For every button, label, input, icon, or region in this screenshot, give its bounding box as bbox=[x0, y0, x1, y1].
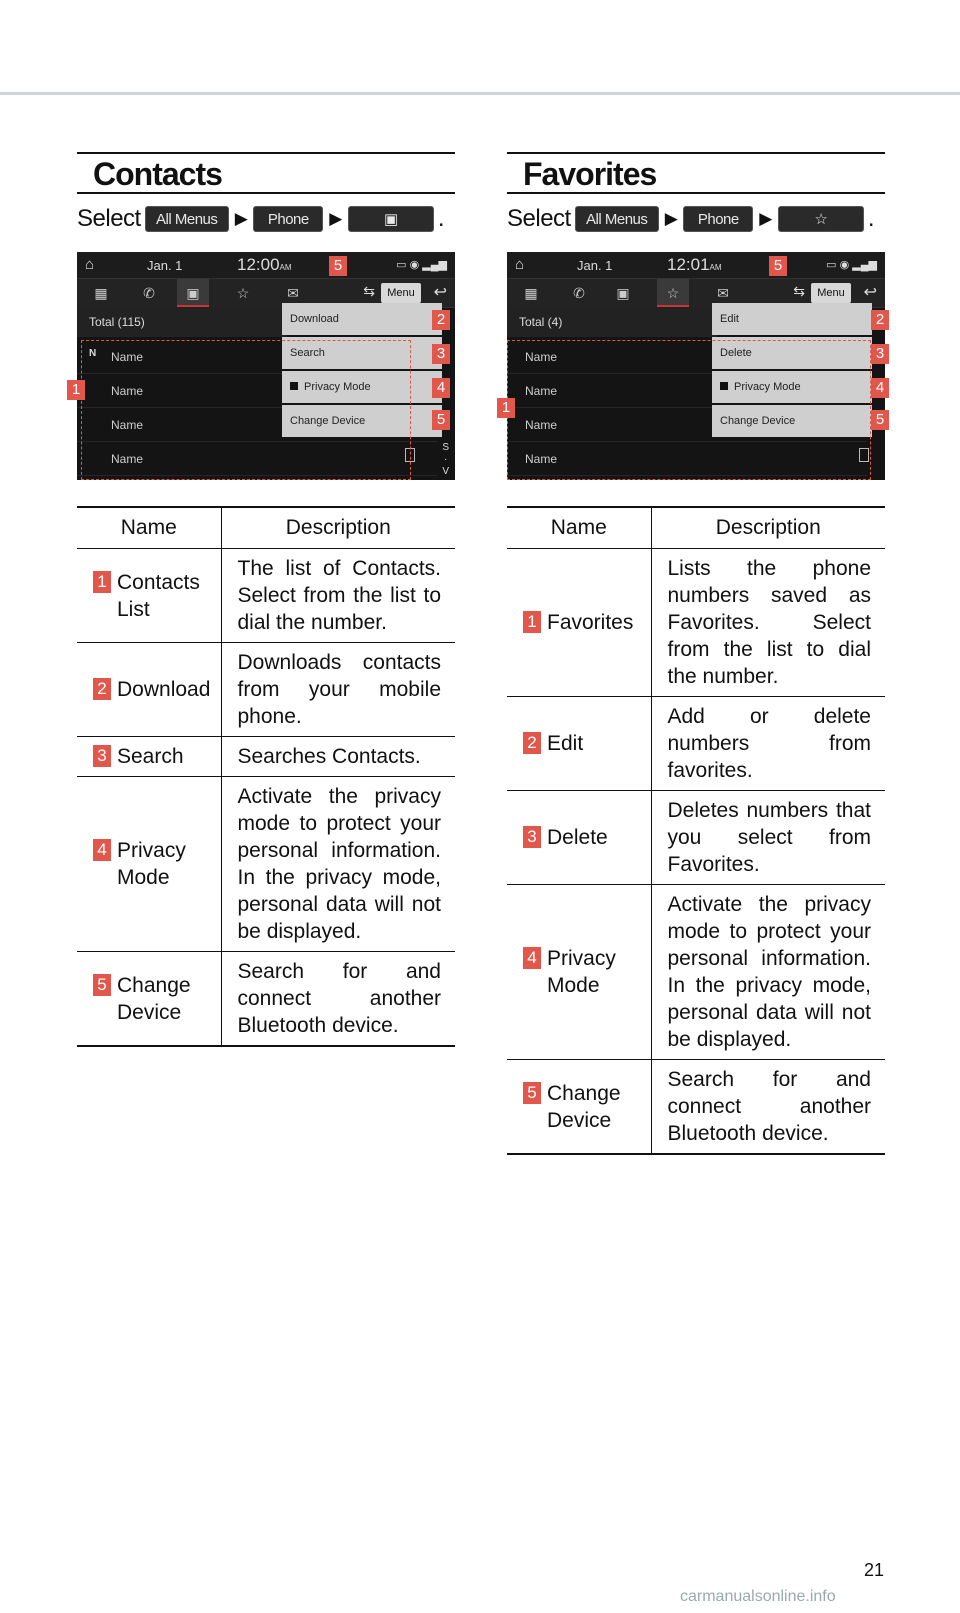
menu-item-edit[interactable]: Edit bbox=[712, 303, 872, 335]
number-badge: 5 bbox=[93, 974, 111, 996]
alpha-index-bottom[interactable]: S · V bbox=[442, 442, 449, 477]
favorites-section bbox=[501, 152, 885, 1155]
callout-2: 2 bbox=[871, 310, 889, 330]
row-description: Search for and connect another Bluetooth device. bbox=[651, 1060, 885, 1155]
callout-3: 3 bbox=[432, 344, 450, 364]
select-word: Select bbox=[77, 205, 141, 232]
status-date: Jan. 1 bbox=[577, 258, 613, 273]
menu-item-privacy-mode[interactable]: Privacy Mode bbox=[712, 371, 872, 403]
switch-device-icon[interactable]: ⇆ bbox=[793, 283, 805, 299]
callout-5: 5 bbox=[871, 410, 889, 430]
number-badge: 4 bbox=[93, 839, 111, 861]
menu-item-change-device[interactable]: Change Device bbox=[712, 405, 872, 437]
phone-button[interactable]: Phone bbox=[253, 206, 323, 232]
contacts-button[interactable] bbox=[348, 206, 434, 232]
number-badge: 1 bbox=[93, 571, 111, 593]
number-badge: 3 bbox=[523, 826, 541, 848]
table-row bbox=[507, 549, 885, 697]
table-row bbox=[507, 791, 885, 885]
row-description: Downloads contacts from your mobile phone. bbox=[221, 643, 455, 737]
favorites-button[interactable] bbox=[778, 206, 864, 232]
star-icon: ☆ bbox=[814, 211, 828, 228]
callout-5-top: 5 bbox=[329, 256, 347, 276]
row-description: Activate the privacy mode to protect your personal information. In the privacy mode, personal data will not be displayed. bbox=[651, 885, 885, 1060]
table-row bbox=[77, 549, 455, 643]
row-name: Search bbox=[117, 745, 184, 768]
arrow-right-icon: ▶ bbox=[329, 209, 342, 228]
switch-device-icon[interactable]: ⇆ bbox=[363, 283, 375, 299]
home-icon[interactable]: ⌂ bbox=[85, 256, 95, 273]
table-header bbox=[77, 507, 455, 549]
table-row bbox=[77, 952, 455, 1047]
row-name: Delete bbox=[547, 826, 608, 849]
number-badge: 2 bbox=[523, 732, 541, 754]
phone-button[interactable]: Phone bbox=[683, 206, 753, 232]
list-item[interactable]: Name bbox=[507, 340, 867, 374]
menu-item-privacy-mode[interactable]: Privacy Mode bbox=[282, 371, 442, 403]
header-description: Description bbox=[221, 507, 455, 549]
total-count: Total (115) bbox=[77, 307, 287, 337]
number-badge: 5 bbox=[523, 1082, 541, 1104]
back-icon[interactable]: ↩ bbox=[433, 284, 447, 301]
status-time: 12:00AM bbox=[237, 255, 292, 274]
row-description: Search for and connect another Bluetooth device. bbox=[221, 952, 455, 1047]
call-history-icon[interactable]: ✆ bbox=[143, 285, 155, 301]
status-date: Jan. 1 bbox=[147, 258, 183, 273]
select-instruction bbox=[77, 202, 455, 236]
callout-5: 5 bbox=[432, 410, 450, 430]
menu-button[interactable]: Menu bbox=[381, 283, 421, 303]
table-header bbox=[507, 507, 885, 549]
signal-icon: ▭ ◉ ▂▄▆ bbox=[396, 259, 447, 271]
list-item[interactable]: Name bbox=[507, 408, 867, 442]
table-row bbox=[507, 697, 885, 791]
row-name: Contacts List bbox=[117, 570, 200, 621]
row-description: Lists the phone numbers saved as Favorites. Select from the list to dial the number. bbox=[651, 549, 885, 697]
messages-icon[interactable]: ✉ bbox=[287, 285, 299, 301]
menu-item-download[interactable]: Download bbox=[282, 303, 442, 335]
favorites-description-table bbox=[507, 506, 885, 1155]
status-bar bbox=[507, 252, 885, 278]
messages-icon[interactable]: ✉ bbox=[717, 285, 729, 301]
callout-4: 4 bbox=[432, 378, 450, 398]
number-badge: 1 bbox=[523, 611, 541, 633]
period: . bbox=[437, 205, 445, 232]
table-row bbox=[507, 1060, 885, 1155]
arrow-right-icon: ▶ bbox=[759, 209, 772, 228]
menu-item-search[interactable]: Search bbox=[282, 337, 442, 369]
row-name: Download bbox=[117, 678, 211, 701]
row-name: Change Device bbox=[117, 973, 191, 1024]
contacts-section bbox=[71, 152, 455, 1047]
callout-1: 1 bbox=[67, 380, 85, 400]
row-description: The list of Contacts. Select from the list to dial the number. bbox=[221, 549, 455, 643]
dial-pad-icon[interactable]: ▦ bbox=[524, 285, 538, 301]
callout-5-top: 5 bbox=[769, 256, 787, 276]
top-divider bbox=[0, 92, 960, 95]
row-description: Add or delete numbers from favorites. bbox=[651, 697, 885, 791]
number-badge: 3 bbox=[93, 745, 111, 767]
callout-3: 3 bbox=[871, 344, 889, 364]
alpha-index-top[interactable]: N bbox=[89, 348, 97, 359]
row-description: Activate the privacy mode to protect your personal information. In the privacy mode, personal data will not be displayed. bbox=[221, 777, 455, 952]
all-menus-button[interactable]: All Menus bbox=[145, 206, 229, 232]
header-name: Name bbox=[77, 507, 221, 549]
home-icon[interactable]: ⌂ bbox=[515, 256, 525, 273]
arrow-right-icon: ▶ bbox=[234, 209, 248, 228]
favorites-tab-icon[interactable]: ☆ bbox=[236, 285, 250, 301]
row-name: Edit bbox=[547, 732, 584, 755]
section-title: Favorites bbox=[507, 152, 885, 194]
select-instruction bbox=[507, 202, 885, 236]
list-item[interactable]: Name bbox=[77, 408, 437, 442]
callout-1: 1 bbox=[497, 398, 515, 418]
watermark: carmanualsonline.info bbox=[680, 1588, 836, 1605]
signal-icon: ▭ ◉ ▂▄▆ bbox=[826, 259, 877, 271]
menu-item-change-device[interactable]: Change Device bbox=[282, 405, 442, 437]
section-title: Contacts bbox=[77, 152, 455, 194]
favorites-screenshot bbox=[501, 252, 885, 480]
status-time: 12:01AM bbox=[667, 255, 722, 274]
status-bar bbox=[77, 252, 455, 278]
callout-2: 2 bbox=[432, 310, 450, 330]
row-description: Searches Contacts. bbox=[221, 737, 455, 777]
row-name: Privacy Mode bbox=[547, 947, 616, 997]
back-icon[interactable]: ↩ bbox=[863, 284, 877, 301]
select-word: Select bbox=[507, 205, 571, 232]
contacts-description-table bbox=[77, 506, 455, 1047]
arrow-right-icon: ▶ bbox=[664, 209, 678, 228]
row-name: Privacy Mode bbox=[117, 839, 186, 889]
contacts-tab-icon[interactable]: ▣ bbox=[177, 279, 209, 307]
callout-4: 4 bbox=[871, 378, 889, 398]
row-name: Favorites bbox=[547, 611, 634, 634]
list-item[interactable]: Name bbox=[507, 442, 867, 476]
period: . bbox=[867, 205, 875, 232]
menu-button[interactable]: Menu bbox=[811, 283, 851, 303]
callout-outline bbox=[507, 340, 871, 480]
contacts-tab-icon[interactable]: ▣ bbox=[616, 285, 630, 301]
number-badge: 4 bbox=[523, 947, 541, 969]
table-row bbox=[77, 737, 455, 777]
row-description: Deletes numbers that you select from Favorites. bbox=[651, 791, 885, 885]
row-name: Change Device bbox=[547, 1081, 621, 1132]
table-row bbox=[77, 777, 455, 952]
list-item[interactable]: Name bbox=[77, 374, 437, 408]
contacts-icon: ▣ bbox=[384, 211, 398, 228]
list-item[interactable]: Name bbox=[507, 374, 867, 408]
callout-outline bbox=[81, 340, 411, 480]
all-menus-button[interactable]: All Menus bbox=[575, 206, 659, 232]
menu-item-delete[interactable]: Delete bbox=[712, 337, 872, 369]
header-name: Name bbox=[507, 507, 651, 549]
total-count: Total (4) bbox=[507, 307, 717, 337]
contacts-screenshot bbox=[71, 252, 455, 480]
number-badge: 2 bbox=[93, 678, 111, 700]
list-item[interactable]: Name bbox=[77, 340, 437, 374]
call-history-icon[interactable]: ✆ bbox=[573, 285, 585, 301]
page-number: 21 bbox=[864, 1560, 885, 1580]
table-row bbox=[77, 643, 455, 737]
list-item[interactable]: Name bbox=[77, 442, 437, 476]
header-description: Description bbox=[651, 507, 885, 549]
favorites-tab-icon[interactable]: ☆ bbox=[657, 279, 689, 307]
table-row bbox=[507, 885, 885, 1060]
dial-pad-icon[interactable]: ▦ bbox=[94, 285, 108, 301]
